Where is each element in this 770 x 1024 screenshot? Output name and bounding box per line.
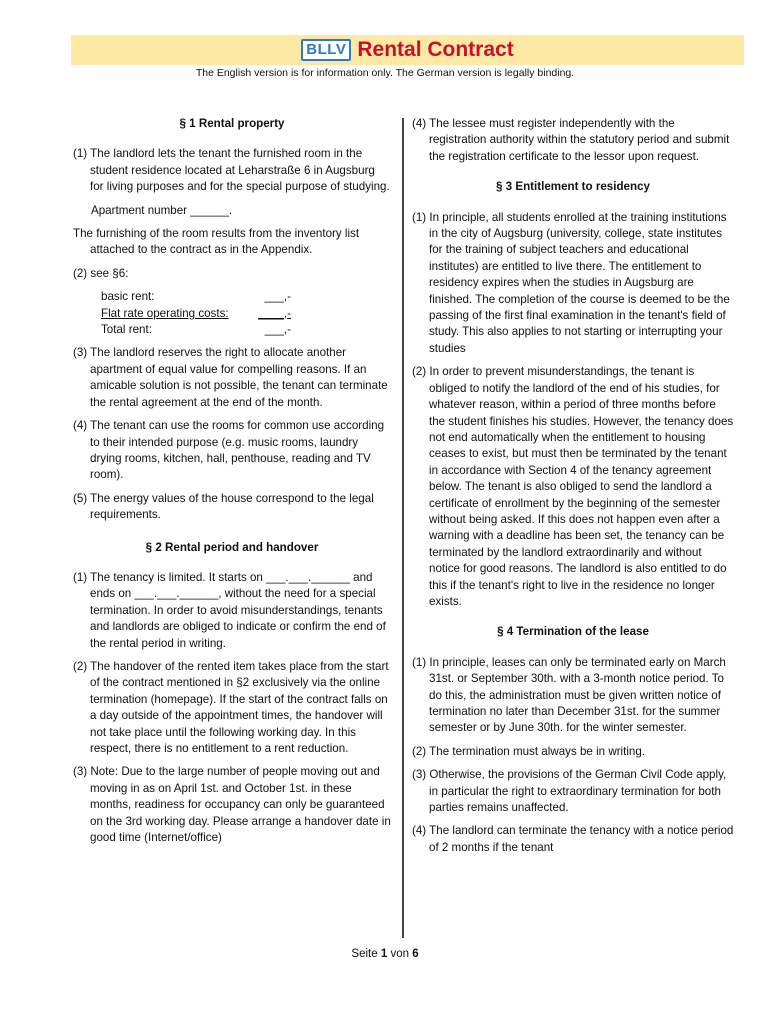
rent-row-flat (101, 306, 291, 322)
section-3-paragraph-2: (2) In order to prevent misunderstandings, the tenant is obliged to notify the landlord of the end of his studies, for whatever reason, within a period of three months before the student finishes his studies. However, the tenancy does not end automatically when the entitlement to housing ceases to exist, but must then be terminated by the tenant in accordance with Section 4 of the tenancy agreement below. The tenant is also obliged to send the landlord a certificate of enrollment by the beginning of the semester without being asked. If this does not happen even after a warning with a deadline has been set, the tenancy can be terminated by the landlord extraordinarily and without notice for good reasons. The landlord is also entitled to do this if the tenant's right to live in the residence no longer exists. (412, 365, 734, 608)
flat-rate-label: Flat rate operating costs: (101, 306, 229, 320)
flat-rate-value: ____,- (258, 306, 291, 320)
left-column (73, 116, 391, 853)
page-footer (0, 948, 770, 960)
right-column (412, 116, 734, 863)
document-title: Rental Contract (357, 38, 514, 61)
section-1-heading: § 1 Rental property (179, 117, 285, 130)
footer-prefix: Seite (351, 948, 378, 960)
furnishing-note: The furnishing of the room results from the inventory list attached to the contract as in the Appendix. (73, 227, 360, 257)
apartment-number: Apartment number ______. (91, 203, 233, 217)
current-page: 1 (380, 948, 388, 960)
section-4-paragraph-3: (3) Otherwise, the provisions of the German Civil Code apply, in particular the right to extraordinary termination for both parties remains unaffected. (412, 768, 727, 815)
rent-row-basic (101, 289, 291, 305)
section-1-paragraph-4: (4) The tenant can use the rooms for common use according to their intended purpose (e.g. music rooms, laundry drying rooms, kitchen, hall, penthouse, reading and TV room). (73, 419, 385, 482)
rent-table (101, 289, 291, 338)
section-3-paragraph-1: (1) In principle, all students enrolled at the training institutions in the city of Augsburg (university, college, state institutes for the training of subject teachers and educational institutes) are entitled to live there. The entitlement to residency expires when the studies in Augsburg are finished. The completion of the course is deemed to be the passing of the first final examination in the tenant's field of study. This also applies to not starting or interrupting your studies (412, 210, 730, 355)
section-4-paragraph-1: (1) In principle, leases can only be terminated early on March 31st. or September 30th. with a 3-month notice period. To do this, the administration must be given written notice of termination no later than December 31st. for the summer semester or by June 30th. for the winter semester. (412, 655, 726, 735)
footer-middle: von (390, 948, 409, 960)
rent-row-total (101, 322, 291, 338)
title-bar (71, 35, 744, 65)
total-rent-value: ___,- (264, 323, 291, 337)
registration-paragraph: (4) The lessee must register independently with the registration authority within the statutory period and submit the registration certificate to the lessor upon request. (412, 117, 730, 163)
section-2-paragraph-2: (2) The handover of the rented item takes place from the start of the contract mentioned in §2 exclusively via the online termination (homepage). If the start of the contract falls on a day outside of the appointment times, the handover will not take place until the following working day. In this respect, there is no entitlement to a rent reduction. (73, 659, 389, 755)
basic-rent-label: basic rent: (101, 290, 155, 304)
section-2-paragraph-3: (3) Note: Due to the large number of people moving out and moving in as on April 1st. and October 1st. in these months, readiness for occupancy can only be guaranteed on the 3rd working day. Please arrange a handover date in good time (Internet/office) (73, 765, 391, 845)
section-1-paragraph-1: (1) The landlord lets the tenant the furnished room in the student residence located at Leharstraße 6 in Augsburg for living purposes and for the special purpose of studying. (73, 147, 390, 194)
basic-rent-value: ___,- (264, 290, 291, 304)
language-note: The English version is for information only. The German version is legally binding. (195, 67, 575, 79)
section-2-heading: § 2 Rental period and handover (145, 540, 319, 554)
section-3-heading: § 3 Entitlement to residency (496, 180, 650, 194)
section-4-heading: § 4 Termination of the lease (497, 625, 649, 639)
section-4-paragraph-2: (2) The termination must always be in writing. (412, 744, 646, 758)
section-1-paragraph-3: (3) The landlord reserves the right to allocate another apartment of equal value for compelling reasons. If an amicable solution is not possible, the tenant can terminate the rental agreement at the end of the month. (73, 346, 388, 409)
section-2-paragraph-1: (1) The tenancy is limited. It starts on ___.___.______ and ends on ___.___.______, without the need for a special termination. In order to avoid misunderstandings, tenants and landlords are obliged to indicate or confirm the end of the rental period in writing. (73, 570, 386, 650)
column-divider (402, 118, 404, 938)
section-1-paragraph-2: (2) see §6: (73, 266, 129, 280)
bllv-logo: BLLV (301, 39, 351, 61)
total-rent-label: Total rent: (101, 323, 152, 337)
total-pages: 6 (412, 948, 419, 960)
section-4-paragraph-4: (4) The landlord can terminate the tenancy with a notice period of 2 months if the tenant (412, 824, 734, 854)
section-1-paragraph-5: (5) The energy values of the house correspond to the legal requirements. (73, 491, 374, 522)
